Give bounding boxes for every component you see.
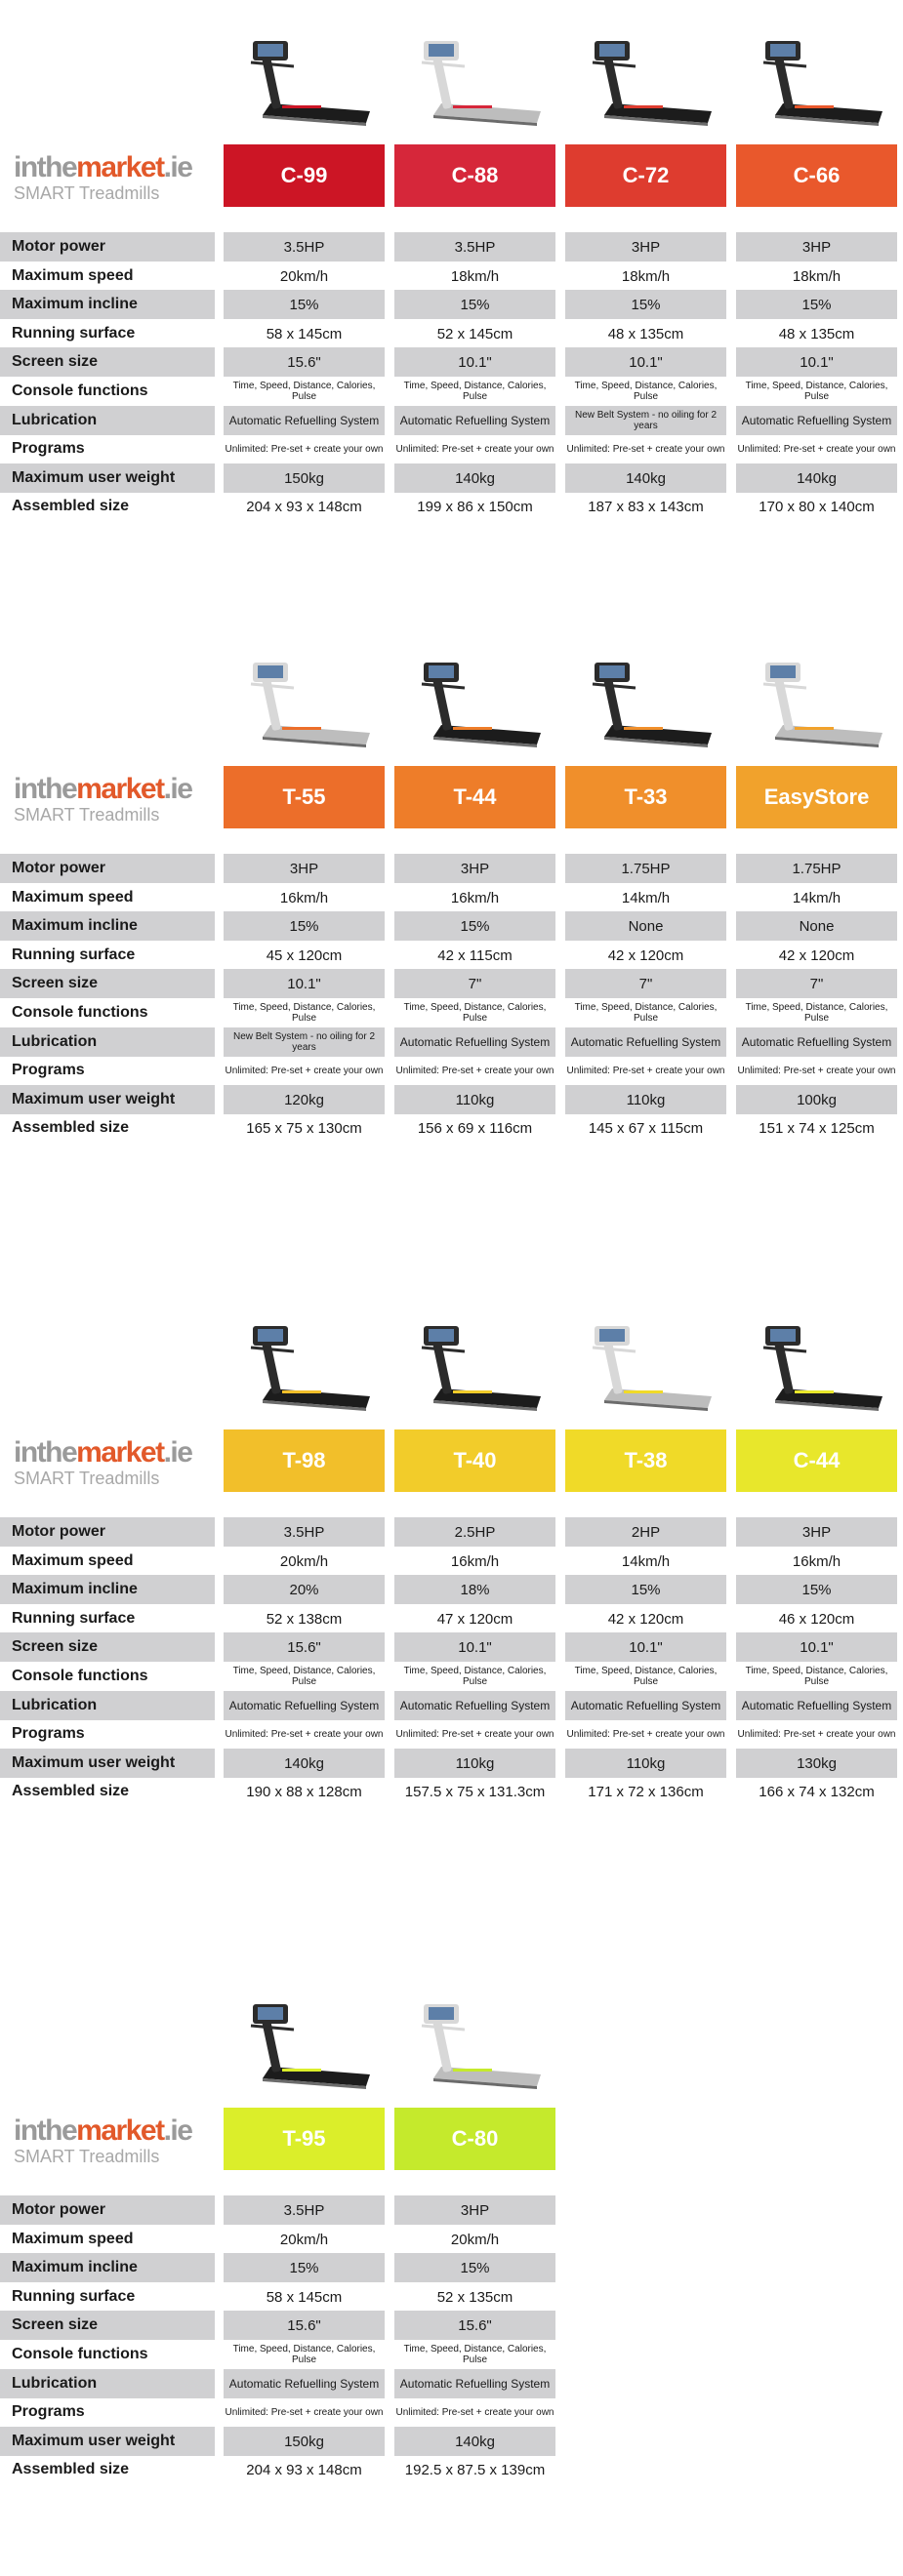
- spec-value: 20km/h: [279, 1552, 329, 1570]
- brand-wordmark-prefix: inthe: [14, 1436, 77, 1469]
- brand-tagline: SMART Treadmills: [14, 805, 160, 825]
- spec-value: 42 x 120cm: [778, 946, 855, 964]
- spec-row: [0, 969, 897, 998]
- spec-value: 3.5HP: [224, 2195, 385, 2225]
- model-column-c-88: [394, 27, 555, 207]
- spec-value: Unlimited: Pre-set + create your own: [225, 443, 384, 455]
- spec-value: 10.1": [394, 1632, 555, 1662]
- spec-value: 15%: [565, 290, 726, 319]
- treadmill-image: [224, 649, 385, 754]
- treadmill-image: [736, 649, 897, 754]
- spec-label: Console functions: [12, 1668, 148, 1684]
- spec-value: 3.5HP: [224, 232, 385, 262]
- spec-row: [0, 492, 897, 521]
- spec-value: 48 x 135cm: [607, 325, 684, 342]
- model-column-t-98: [224, 1312, 385, 1492]
- spec-value: 15%: [736, 1575, 897, 1604]
- spec-value: 58 x 145cm: [266, 325, 343, 342]
- spec-value: 192.5 x 87.5 x 139cm: [404, 2461, 546, 2478]
- spec-label: Assembled size: [12, 1783, 130, 1799]
- spec-row: [0, 2455, 555, 2484]
- spec-value: 3.5HP: [224, 1517, 385, 1547]
- spec-label: Lubrication: [0, 1027, 215, 1057]
- spec-row: [0, 1547, 897, 1576]
- brand-tagline: SMART Treadmills: [14, 1469, 160, 1488]
- spec-value: 10.1": [224, 969, 385, 998]
- spec-value: 52 x 145cm: [436, 325, 513, 342]
- spec-label: Maximum incline: [0, 290, 215, 319]
- spec-value: 156 x 69 x 116cm: [417, 1119, 533, 1137]
- spec-label: Maximum incline: [0, 911, 215, 941]
- spec-value: Time, Speed, Distance, Calories, Pulse: [403, 381, 547, 402]
- spec-value: 110kg: [394, 1749, 555, 1778]
- spec-label: Maximum speed: [12, 267, 134, 284]
- spec-value: 140kg: [565, 463, 726, 493]
- spec-value: 140kg: [394, 2427, 555, 2456]
- model-name-header: T-55: [224, 766, 385, 828]
- spec-value: 15%: [224, 290, 385, 319]
- spec-value: 3HP: [224, 854, 385, 883]
- spec-value: Automatic Refuelling System: [736, 1691, 897, 1720]
- spec-row: [0, 1113, 897, 1143]
- spec-value: Time, Speed, Distance, Calories, Pulse: [232, 1002, 376, 1024]
- spec-value: 110kg: [394, 1085, 555, 1114]
- spec-value: 10.1": [565, 1632, 726, 1662]
- spec-label: Maximum incline: [0, 1575, 215, 1604]
- spec-label: Maximum user weight: [0, 1085, 215, 1114]
- spec-value: Unlimited: Pre-set + create your own: [395, 1065, 554, 1076]
- brand-wordmark-prefix: inthe: [14, 2114, 77, 2147]
- spec-row: [0, 998, 897, 1027]
- spec-value: Automatic Refuelling System: [224, 406, 385, 435]
- spec-value: 14km/h: [621, 889, 671, 906]
- spec-value: 140kg: [224, 1749, 385, 1778]
- model-name-header: T-40: [394, 1429, 555, 1492]
- spec-value: None: [736, 911, 897, 941]
- brand-wordmark: [14, 152, 219, 183]
- spec-label: Running surface: [12, 946, 136, 963]
- spec-value: 10.1": [394, 347, 555, 377]
- spec-value: 16km/h: [450, 1552, 500, 1570]
- spec-value: 15%: [394, 2253, 555, 2282]
- spec-value: 110kg: [565, 1085, 726, 1114]
- spec-value: 130kg: [736, 1749, 897, 1778]
- brand-wordmark-highlight: market: [76, 1436, 164, 1469]
- spec-value: 166 x 74 x 132cm: [759, 1783, 875, 1800]
- brand-wordmark: [14, 1437, 219, 1469]
- spec-label: Programs: [12, 2403, 85, 2420]
- spec-label: Maximum user weight: [0, 1749, 215, 1778]
- spec-value: 16km/h: [792, 1552, 841, 1570]
- spec-row: [0, 1719, 897, 1749]
- spec-row: [0, 1632, 897, 1662]
- spec-row: [0, 1691, 897, 1720]
- spec-value: 7": [736, 969, 897, 998]
- brand-logo: [14, 152, 219, 203]
- spec-label: Running surface: [12, 1610, 136, 1627]
- spec-label: Motor power: [0, 232, 215, 262]
- spec-label: Console functions: [12, 2346, 148, 2362]
- treadmill-image: [394, 27, 555, 133]
- spec-value: 204 x 93 x 148cm: [246, 498, 362, 515]
- brand-wordmark-prefix: inthe: [14, 773, 77, 805]
- spec-value: 14km/h: [621, 1552, 671, 1570]
- spec-value: Unlimited: Pre-set + create your own: [225, 1065, 384, 1076]
- spec-row: [0, 1662, 897, 1691]
- spec-value: Automatic Refuelling System: [394, 2369, 555, 2398]
- spec-value: Automatic Refuelling System: [394, 1691, 555, 1720]
- spec-value: 20km/h: [279, 267, 329, 285]
- treadmill-image: [736, 27, 897, 133]
- spec-value: Unlimited: Pre-set + create your own: [395, 1728, 554, 1740]
- spec-value: 18%: [394, 1575, 555, 1604]
- spec-value: 15.6": [224, 1632, 385, 1662]
- spec-label: Maximum speed: [12, 2231, 134, 2247]
- spec-value: 15.6": [224, 347, 385, 377]
- spec-value: 110kg: [565, 1749, 726, 1778]
- spec-value: Time, Speed, Distance, Calories, Pulse: [403, 1002, 547, 1024]
- spec-value: 165 x 75 x 130cm: [246, 1119, 362, 1137]
- spec-value: 16km/h: [279, 889, 329, 906]
- spec-value: New Belt System - no oiling for 2 years: [224, 1027, 385, 1057]
- model-name-header: T-98: [224, 1429, 385, 1492]
- spec-value: 42 x 120cm: [607, 1610, 684, 1628]
- model-column-t-44: [394, 649, 555, 828]
- brand-logo: [14, 2115, 219, 2166]
- treadmill-image: [736, 1312, 897, 1418]
- treadmill-image: [394, 649, 555, 754]
- spec-label: Screen size: [0, 347, 215, 377]
- spec-value: 14km/h: [792, 889, 841, 906]
- spec-value: Automatic Refuelling System: [394, 406, 555, 435]
- brand-logo: [14, 1437, 219, 1488]
- spec-value: Automatic Refuelling System: [394, 1027, 555, 1057]
- spec-value: Automatic Refuelling System: [224, 2369, 385, 2398]
- treadmill-image: [565, 1312, 726, 1418]
- model-name-header: T-38: [565, 1429, 726, 1492]
- spec-value: 46 x 120cm: [778, 1610, 855, 1628]
- spec-value: 190 x 88 x 128cm: [246, 1783, 362, 1800]
- spec-value: Unlimited: Pre-set + create your own: [225, 1728, 384, 1740]
- brand-wordmark: [14, 2115, 219, 2147]
- model-column-c-99: [224, 27, 385, 207]
- spec-row: [0, 1056, 897, 1085]
- brand-tagline: SMART Treadmills: [14, 2147, 160, 2166]
- brand-wordmark-suffix: .ie: [163, 151, 192, 183]
- brand-wordmark-suffix: .ie: [163, 1436, 192, 1469]
- model-name-header: C-44: [736, 1429, 897, 1492]
- spec-label: Lubrication: [0, 2369, 215, 2398]
- spec-value: 2HP: [565, 1517, 726, 1547]
- spec-value: Unlimited: Pre-set + create your own: [737, 1065, 896, 1076]
- spec-row: [0, 290, 897, 319]
- spec-label: Screen size: [0, 1632, 215, 1662]
- treadmill-image: [565, 649, 726, 754]
- spec-value: 10.1": [736, 347, 897, 377]
- spec-value: 120kg: [224, 1085, 385, 1114]
- spec-value: 3HP: [394, 2195, 555, 2225]
- model-column-c-44: [736, 1312, 897, 1492]
- spec-row: [0, 1749, 897, 1778]
- spec-value: 47 x 120cm: [436, 1610, 513, 1628]
- spec-value: 204 x 93 x 148cm: [246, 2461, 362, 2478]
- spec-row: [0, 1575, 897, 1604]
- brand-wordmark-prefix: inthe: [14, 151, 77, 183]
- spec-label: Motor power: [0, 854, 215, 883]
- spec-row: [0, 377, 897, 406]
- spec-value: Unlimited: Pre-set + create your own: [566, 1728, 725, 1740]
- model-column-t-33: [565, 649, 726, 828]
- spec-value: Automatic Refuelling System: [736, 406, 897, 435]
- spec-value: Time, Speed, Distance, Calories, Pulse: [232, 1666, 376, 1687]
- model-column-c-80: [394, 1991, 555, 2170]
- spec-value: 16km/h: [450, 889, 500, 906]
- spec-value: 52 x 138cm: [266, 1610, 343, 1628]
- spec-row: [0, 854, 897, 883]
- spec-value: Unlimited: Pre-set + create your own: [225, 2406, 384, 2418]
- model-name-header: EasyStore: [736, 766, 897, 828]
- brand-wordmark-highlight: market: [76, 151, 164, 183]
- spec-label: Assembled size: [12, 498, 130, 514]
- spec-row: [0, 2397, 555, 2427]
- spec-value: 42 x 120cm: [607, 946, 684, 964]
- spec-value: Time, Speed, Distance, Calories, Pulse: [574, 1002, 718, 1024]
- spec-value: Time, Speed, Distance, Calories, Pulse: [403, 1666, 547, 1687]
- treadmill-image: [394, 1312, 555, 1418]
- spec-row: [0, 319, 897, 348]
- spec-row: [0, 1085, 897, 1114]
- model-name-header: C-88: [394, 144, 555, 207]
- spec-value: New Belt System - no oiling for 2 years: [565, 406, 726, 435]
- spec-value: 187 x 83 x 143cm: [588, 498, 704, 515]
- model-column-easystore: [736, 649, 897, 828]
- spec-value: 3HP: [394, 854, 555, 883]
- spec-label: Maximum user weight: [0, 463, 215, 493]
- spec-row: [0, 911, 897, 941]
- spec-value: 1.75HP: [736, 854, 897, 883]
- spec-value: 18km/h: [792, 267, 841, 285]
- spec-value: 157.5 x 75 x 131.3cm: [404, 1783, 546, 1800]
- spec-label: Screen size: [0, 969, 215, 998]
- model-name-header: C-99: [224, 144, 385, 207]
- spec-value: Automatic Refuelling System: [736, 1027, 897, 1057]
- spec-label: Running surface: [12, 2288, 136, 2305]
- spec-value: 3HP: [736, 1517, 897, 1547]
- spec-value: Unlimited: Pre-set + create your own: [395, 2406, 554, 2418]
- spec-row: [0, 2195, 555, 2225]
- spec-value: Automatic Refuelling System: [565, 1027, 726, 1057]
- treadmill-image: [224, 27, 385, 133]
- spec-label: Programs: [12, 1725, 85, 1742]
- spec-value: 20%: [224, 1575, 385, 1604]
- spec-label: Maximum speed: [12, 889, 134, 906]
- spec-value: 10.1": [736, 1632, 897, 1662]
- treadmill-image: [224, 1312, 385, 1418]
- spec-row: [0, 2225, 555, 2254]
- spec-row: [0, 1604, 897, 1633]
- spec-value: 15%: [565, 1575, 726, 1604]
- spec-row: [0, 2253, 555, 2282]
- spec-value: 42 x 115cm: [437, 946, 513, 964]
- spec-row: [0, 434, 897, 463]
- spec-value: 58 x 145cm: [266, 2288, 343, 2306]
- spec-value: 140kg: [394, 463, 555, 493]
- comparison-section: [0, 27, 903, 613]
- spec-row: [0, 2427, 555, 2456]
- comparison-section: [0, 649, 903, 1234]
- spec-value: 15%: [224, 911, 385, 941]
- spec-row: [0, 463, 897, 493]
- spec-value: Time, Speed, Distance, Calories, Pulse: [574, 381, 718, 402]
- spec-value: 199 x 86 x 150cm: [417, 498, 533, 515]
- spec-value: 15%: [394, 911, 555, 941]
- brand-wordmark-highlight: market: [76, 773, 164, 805]
- spec-label: Console functions: [12, 1004, 148, 1021]
- spec-value: 15%: [736, 290, 897, 319]
- spec-value: Unlimited: Pre-set + create your own: [737, 443, 896, 455]
- spec-value: 20km/h: [450, 2231, 500, 2248]
- spec-value: 170 x 80 x 140cm: [759, 498, 875, 515]
- spec-value: 10.1": [565, 347, 726, 377]
- spec-value: 18km/h: [621, 267, 671, 285]
- spec-value: 150kg: [224, 463, 385, 493]
- spec-value: 1.75HP: [565, 854, 726, 883]
- brand-wordmark-highlight: market: [76, 2114, 164, 2147]
- spec-value: 48 x 135cm: [778, 325, 855, 342]
- spec-label: Maximum user weight: [0, 2427, 215, 2456]
- model-name-header: C-72: [565, 144, 726, 207]
- spec-value: Unlimited: Pre-set + create your own: [566, 443, 725, 455]
- spec-label: Programs: [12, 1062, 85, 1078]
- brand-wordmark-suffix: .ie: [163, 2114, 192, 2147]
- spec-label: Maximum incline: [0, 2253, 215, 2282]
- treadmill-image: [394, 1991, 555, 2096]
- spec-value: 2.5HP: [394, 1517, 555, 1547]
- spec-value: 151 x 74 x 125cm: [759, 1119, 875, 1137]
- spec-row: [0, 232, 897, 262]
- spec-label: Assembled size: [12, 1119, 130, 1136]
- spec-value: Automatic Refuelling System: [565, 1691, 726, 1720]
- spec-row: [0, 883, 897, 912]
- spec-label: Screen size: [0, 2311, 215, 2340]
- spec-label: Assembled size: [12, 2461, 130, 2477]
- model-name-header: T-44: [394, 766, 555, 828]
- spec-value: Unlimited: Pre-set + create your own: [395, 443, 554, 455]
- spec-row: [0, 2282, 555, 2312]
- model-name-header: C-66: [736, 144, 897, 207]
- spec-value: 171 x 72 x 136cm: [588, 1783, 704, 1800]
- spec-value: Time, Speed, Distance, Calories, Pulse: [232, 381, 376, 402]
- model-column-t-40: [394, 1312, 555, 1492]
- treadmill-image: [224, 1991, 385, 2096]
- spec-label: Motor power: [0, 1517, 215, 1547]
- spec-value: Unlimited: Pre-set + create your own: [737, 1728, 896, 1740]
- brand-wordmark: [14, 774, 219, 805]
- spec-label: Running surface: [12, 325, 136, 342]
- brand-logo: [14, 774, 219, 825]
- spec-label: Maximum speed: [12, 1552, 134, 1569]
- spec-value: Automatic Refuelling System: [224, 1691, 385, 1720]
- spec-value: 45 x 120cm: [266, 946, 343, 964]
- spec-value: Time, Speed, Distance, Calories, Pulse: [745, 1002, 888, 1024]
- spec-value: 140kg: [736, 463, 897, 493]
- model-column-c-72: [565, 27, 726, 207]
- spec-value: None: [565, 911, 726, 941]
- spec-value: 3HP: [565, 232, 726, 262]
- spec-value: 150kg: [224, 2427, 385, 2456]
- spec-row: [0, 1777, 897, 1806]
- model-column-t-95: [224, 1991, 385, 2170]
- spec-row: [0, 262, 897, 291]
- spec-row: [0, 2311, 555, 2340]
- model-column-t-38: [565, 1312, 726, 1492]
- spec-value: 7": [394, 969, 555, 998]
- spec-label: Console functions: [12, 382, 148, 399]
- brand-tagline: SMART Treadmills: [14, 183, 160, 203]
- spec-value: 15%: [224, 2253, 385, 2282]
- model-column-t-55: [224, 649, 385, 828]
- treadmill-image: [565, 27, 726, 133]
- comparison-section: [0, 1991, 903, 2576]
- spec-value: 15.6": [394, 2311, 555, 2340]
- spec-label: Motor power: [0, 2195, 215, 2225]
- model-column-c-66: [736, 27, 897, 207]
- spec-row: [0, 1027, 897, 1057]
- spec-value: 3.5HP: [394, 232, 555, 262]
- spec-row: [0, 347, 897, 377]
- model-name-header: T-95: [224, 2108, 385, 2170]
- spec-row: [0, 2340, 555, 2369]
- spec-value: 20km/h: [279, 2231, 329, 2248]
- spec-row: [0, 2369, 555, 2398]
- spec-value: Time, Speed, Distance, Calories, Pulse: [403, 2344, 547, 2365]
- spec-value: 15%: [394, 290, 555, 319]
- spec-value: 7": [565, 969, 726, 998]
- model-name-header: C-80: [394, 2108, 555, 2170]
- spec-value: 18km/h: [450, 267, 500, 285]
- spec-value: 52 x 135cm: [436, 2288, 513, 2306]
- spec-value: 145 x 67 x 115cm: [588, 1119, 704, 1137]
- spec-value: Time, Speed, Distance, Calories, Pulse: [574, 1666, 718, 1687]
- spec-value: 100kg: [736, 1085, 897, 1114]
- spec-value: Unlimited: Pre-set + create your own: [566, 1065, 725, 1076]
- spec-label: Programs: [12, 440, 85, 457]
- spec-label: Lubrication: [0, 1691, 215, 1720]
- spec-value: 3HP: [736, 232, 897, 262]
- spec-row: [0, 406, 897, 435]
- comparison-section: [0, 1312, 903, 1898]
- spec-label: Lubrication: [0, 406, 215, 435]
- spec-row: [0, 1517, 897, 1547]
- spec-value: Time, Speed, Distance, Calories, Pulse: [232, 2344, 376, 2365]
- spec-row: [0, 941, 897, 970]
- spec-value: 15.6": [224, 2311, 385, 2340]
- spec-value: Time, Speed, Distance, Calories, Pulse: [745, 381, 888, 402]
- brand-wordmark-suffix: .ie: [163, 773, 192, 805]
- spec-value: Time, Speed, Distance, Calories, Pulse: [745, 1666, 888, 1687]
- model-name-header: T-33: [565, 766, 726, 828]
